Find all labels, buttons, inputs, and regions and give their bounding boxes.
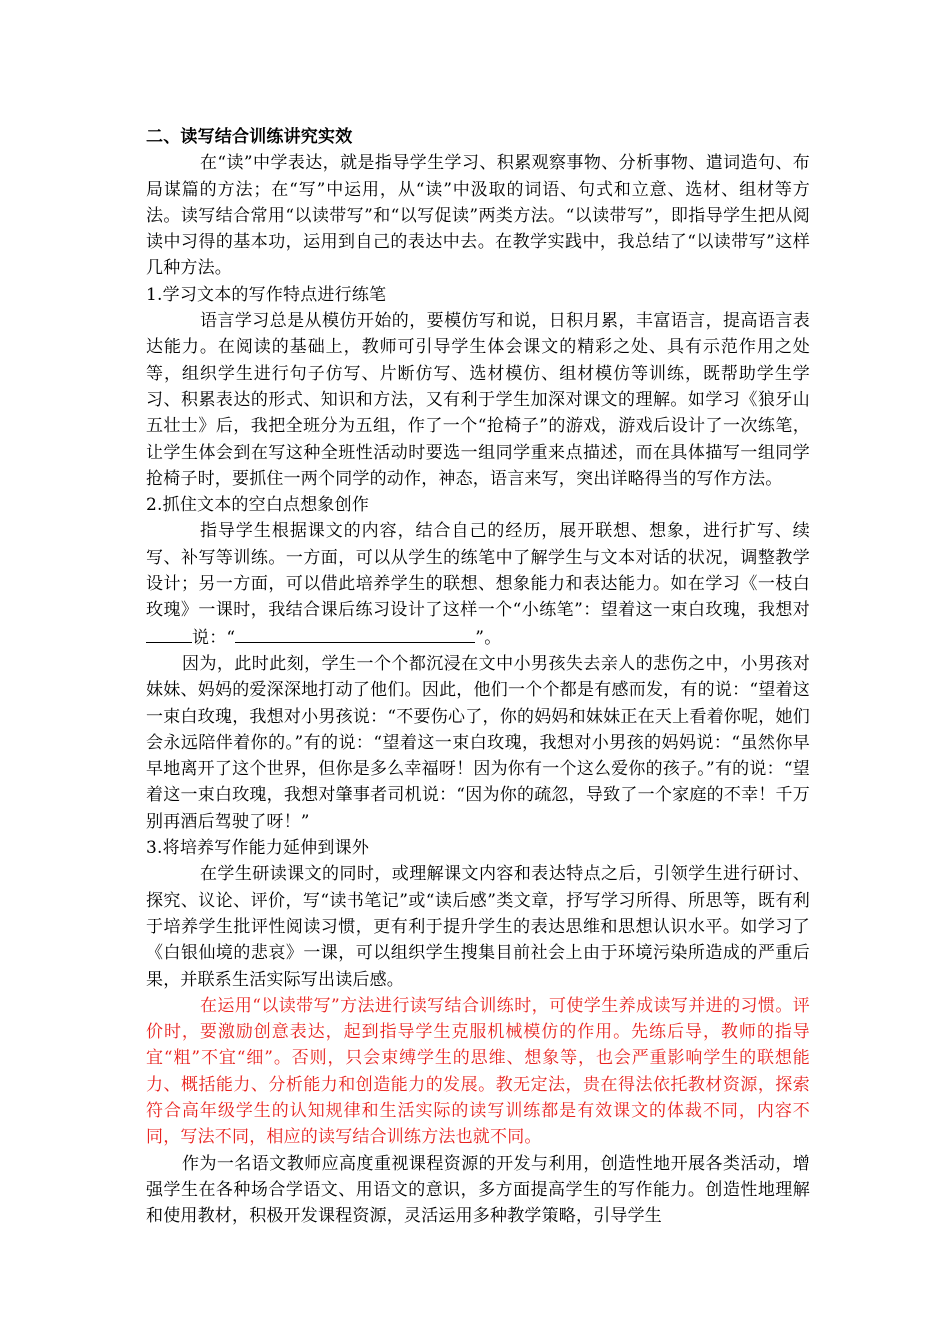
item2-title: 2.抓住文本的空白点想象创作: [146, 495, 370, 516]
item3-title: 3.将培养写作能力延伸到课外: [146, 838, 370, 859]
item2-paragraph-2: 因为，此时此刻，学生一个个都沉浸在文中小男孩失去亲人的悲伤之中，小男孩对妹妹、妈妈的爱深深地打动了他们。因此，他们一个个都是有感而发，有的说：“望着这一束白玫瑰，我想对小男孩说：“不要伤心了，你的妈妈和妹妹正在天上看着你呢，她们会永远陪伴着你的。”有的说：“望着这一束白玫瑰，我想对小男孩的妈妈说：“虽然你早早地离开了这个世界，但你是多么幸福呀！因为你有一个这么爱你的孩子。”有的说：“望着这一束白玫瑰，我想对肇事者司机说：“因为你的疏忽，导致了一个家庭的不幸！千万别再酒后驾驶了呀！”: [146, 653, 810, 832]
item2-text-part3: ”。: [475, 627, 502, 648]
document-page: [146, 124, 810, 1229]
item1-title: 1.学习文本的写作特点进行练笔: [146, 284, 387, 305]
intro-paragraph: 在“读”中学表达，就是指导学生学习、积累观察事物、分析事物、遣词造句、布局谋篇的方法；在“写”中运用，从“读”中汲取的词语、句式和立意、选材、组材等方法。读写结合常用“以读带写”和“以写促读”两类方法。“以读带写”，即指导学生把从阅读中习得的基本功，运用到自己的表达中去。在教学实践中，我总结了“以读带写”这样几种方法。: [146, 153, 810, 279]
section-title: 二、读写结合训练讲究实效: [146, 127, 353, 147]
item2-text-part2: 说：“: [192, 627, 236, 648]
fill-blank-long: [235, 624, 475, 643]
fill-blank-short: [146, 624, 192, 643]
item1-paragraph: 语言学习总是从模仿开始的，要模仿写和说，日积月累，丰富语言，提高语言表达能力。在阅读的基础上，教师可引导学生体会课文的精彩之处、具有示范作用之处等，组织学生进行句子仿写、片断仿写、选材模仿、组材模仿等训练，既帮助学生学习、积累表达的形式、知识和方法，又有利于学生加深对课文的理解。如学习《狼牙山五壮士》后，我把全班分为五组，作了一个“抢椅子”的游戏，游戏后设计了一次练笔，让学生体会到在写这种全班性活动时要选一组同学重来点描述，而在具体描写一组同学抢椅子时，要抓住一两个同学的动作，神态，语言来写，突出详略得当的写作方法。: [146, 311, 810, 489]
item3-paragraph: 在学生研读课文的同时，或理解课文内容和表达特点之后，引领学生进行研讨、探究、议论、评价，写“读书笔记”或“读后感”类文章，抒写学习所得、所思等，既有利于培养学生批评性阅读习惯，更有利于提升学生的表达思维和思想认识水平。如学习了《白银仙境的悲哀》一课，可以组织学生搜集目前社会上由于环境污染所造成的严重后果，并联系生活实际写出读后感。: [146, 864, 810, 990]
item2-text-part1: 指导学生根据课文的内容，结合自己的经历，展开联想、想象，进行扩写、续写、补写等训练。一方面，可以从学生的练笔中了解学生与文本对话的状况，调整教学设计；另一方面，可以借此培养学生的联想、想象能力和表达能力。如在学习《一枝白玫瑰》一课时，我结合课后练习设计了这样一个“小练笔”：望着这一束白玫瑰，我想对: [146, 521, 810, 621]
item2-paragraph: [146, 518, 810, 650]
highlighted-paragraph: 在运用“以读带写”方法进行读写结合训练时，可使学生养成读写并进的习惯。评价时，要激励创意表达，起到指导学生克服机械模仿的作用。先练后导，教师的指导宜“粗”不宜“细”。否则，只会束缚学生的思维、想象等，也会严重影响学生的联想能力、概括能力、分析能力和创造能力的发展。教无定法，贵在得法依托教材资源，探索符合高年级学生的认知规律和生活实际的读写训练都是有效课文的体裁不同，内容不同，写法不同，相应的读写结合训练方法也就不同。: [146, 995, 810, 1148]
closing-paragraph: 作为一名语文教师应高度重视课程资源的开发与利用，创造性地开展各类活动，增强学生在各种场合学语文、用语文的意识，多方面提高学生的写作能力。创造性地理解和使用教材，积极开发课程资源，灵活运用多种教学策略，引导学生: [146, 1153, 810, 1227]
